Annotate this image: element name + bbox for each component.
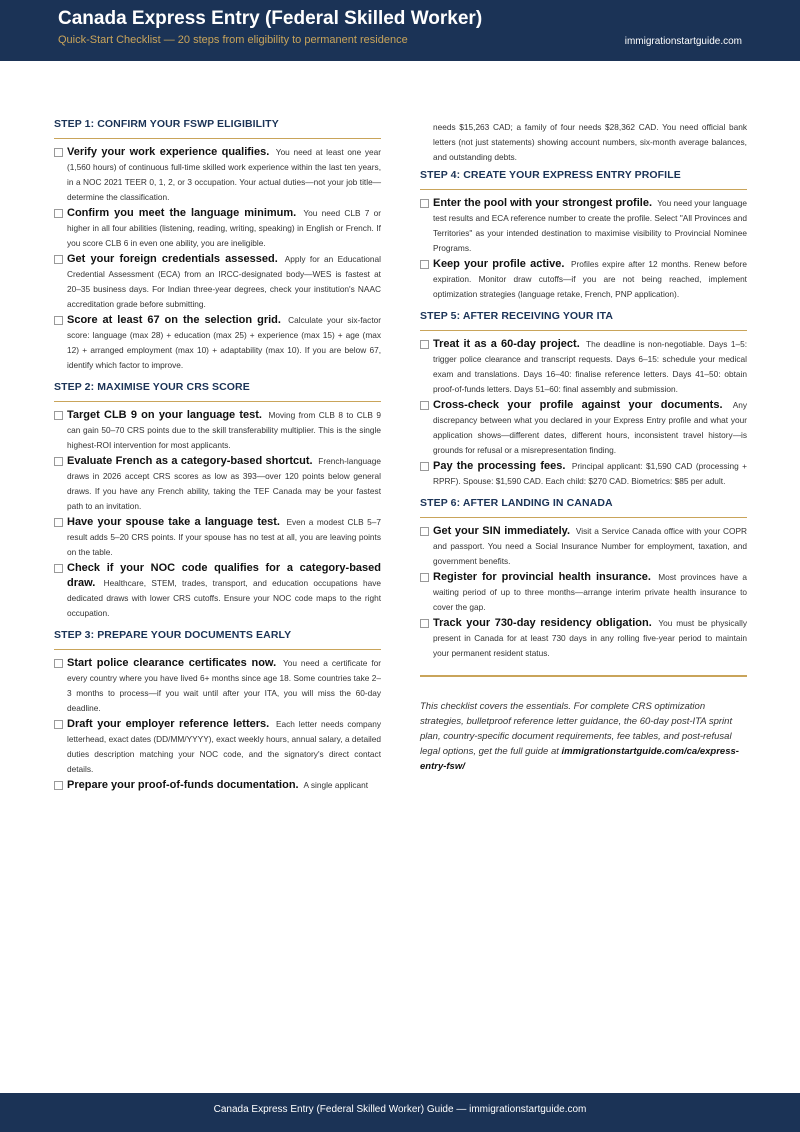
item-text: You need at least one year (1,560 hours) of continuous full-time skilled work experience within the last ten years, in a NOC 2021 TEER 0, 1, 2, or 3 occupation. Your actual duties—not your job title—determine the classification. bbox=[67, 147, 381, 202]
divider bbox=[420, 675, 747, 677]
checkbox[interactable] bbox=[420, 260, 429, 269]
checkbox[interactable] bbox=[54, 518, 63, 527]
item-text: Principal applicant: $1,590 CAD (processing + RPRF). Spouse: $1,590 CAD. Each child: $270 CAD. Biometrics: $85 per adult. bbox=[433, 461, 747, 486]
item-text: Visit a Service Canada office with your COPR and passport. You need a Social Insurance Number for employment, taxation, and government benefits. bbox=[433, 526, 747, 566]
closing-note-text: This checklist covers the essentials. For complete CRS optimization strategies, bulletproof reference letter guidance, the 60-day post-ITA sprint plan, country-specific document requirements, fee tables, and post-refusal legal options, get the full guide at bbox=[420, 701, 733, 757]
checklist-item bbox=[420, 459, 747, 489]
item-text: Any discrepancy between what you declared in your Express Entry profile and what your application shows—different dates, different hours, inconsistent travel history—is grounds for refusal or a misrepresentation finding. bbox=[433, 400, 747, 455]
step-1 bbox=[54, 118, 381, 373]
right-column bbox=[420, 120, 747, 774]
item-text: Moving from CLB 8 to CLB 9 can gain 50–70 CRS points due to the skill transferability multiplier. This is the single highest-ROI intervention for most applicants. bbox=[67, 410, 381, 450]
checklist-item bbox=[420, 570, 747, 615]
item-lead: Track your 730-day residency obligation. bbox=[433, 617, 652, 629]
page-subtitle: Quick-Start Checklist — 20 steps from eligibility to permanent residence bbox=[58, 34, 408, 46]
item-text: Profiles expire after 12 months. Renew before expiration. Monitor draw cutoffs—if you are not being reached, implement optimization strategies (language retake, French, PNP application). bbox=[433, 259, 748, 299]
checkbox[interactable] bbox=[54, 148, 63, 157]
item-text: You need your language test results and ECA reference number to create the profile. Select "All Provinces and Territories" as your intended destination to maximise visibility to Provincial Nominee Programs. bbox=[433, 198, 747, 253]
item-lead: Verify your work experience qualifies. bbox=[67, 146, 270, 158]
step-3 bbox=[54, 629, 381, 793]
item-lead: Score at least 67 on the selection grid. bbox=[67, 314, 281, 326]
item-lead: Confirm you meet the language minimum. bbox=[67, 207, 297, 219]
page-header bbox=[0, 0, 800, 61]
item-lead: Draft your employer reference letters. bbox=[67, 718, 270, 730]
item-text: The deadline is non-negotiable. Days 1–5: trigger police clearance and transcript requests. Days 6–15: schedule your medical exam and translations. Days 16–40: finalise reference letters. Days 41–50: obtain proof-of-funds letters. Days 51–60: final assembly and submission. bbox=[433, 339, 747, 394]
step-heading: STEP 2: MAXIMISE YOUR CRS SCORE bbox=[54, 381, 381, 402]
checklist-item bbox=[54, 408, 381, 453]
item-lead: Register for provincial health insurance. bbox=[433, 571, 651, 583]
checklist-item bbox=[54, 778, 381, 793]
checkbox[interactable] bbox=[54, 316, 63, 325]
step-heading: STEP 3: PREPARE YOUR DOCUMENTS EARLY bbox=[54, 629, 381, 650]
item-lead: Start police clearance certificates now. bbox=[67, 657, 277, 669]
item-lead: Have your spouse take a language test. bbox=[67, 516, 280, 528]
step-heading: STEP 1: CONFIRM YOUR FSWP ELIGIBILITY bbox=[54, 118, 381, 139]
item-text: A single applicant bbox=[303, 780, 369, 790]
item-text: Most provinces have a waiting period of up to three months—arrange interim private health insurance to cover the gap. bbox=[433, 572, 747, 612]
checkbox[interactable] bbox=[54, 255, 63, 264]
left-column bbox=[54, 118, 381, 794]
footer-text: Canada Express Entry (Federal Skilled Worker) Guide — immigrationstartguide.com bbox=[213, 1104, 587, 1115]
checkbox[interactable] bbox=[420, 573, 429, 582]
item-lead: Get your foreign credentials assessed. bbox=[67, 253, 278, 265]
item-lead: Pay the processing fees. bbox=[433, 460, 566, 472]
item-text: You need CLB 7 or higher in all four abilities (listening, reading, writing, speaking) in English or French. If you score CLB 6 in even one ability, you are ineligible. bbox=[67, 208, 382, 248]
checklist-item bbox=[54, 313, 381, 373]
checklist-item bbox=[420, 196, 747, 256]
step-heading: STEP 6: AFTER LANDING IN CANADA bbox=[420, 497, 747, 518]
checkbox[interactable] bbox=[54, 720, 63, 729]
checklist-item bbox=[54, 145, 381, 205]
checklist-item bbox=[420, 524, 747, 569]
item-text: Calculate your six-factor score: language (max 28) + education (max 25) + experience (max 15) + age (max 12) + arranged employment (max 10) + adaptability (max 10). If you are below 67, identify which factor to improve. bbox=[67, 315, 381, 370]
header-site-link[interactable]: immigrationstartguide.com bbox=[624, 36, 742, 47]
step-heading: STEP 5: AFTER RECEIVING YOUR ITA bbox=[420, 310, 747, 331]
item-lead: Check if your NOC code qualifies for a category-based draw. bbox=[67, 562, 381, 589]
item-text-continuation: needs $15,263 CAD; a family of four needs $28,362 CAD. You need official bank letters (not just statements) showing account numbers, six-month average balances, and outstanding debts. bbox=[433, 122, 747, 162]
checklist-item bbox=[420, 616, 747, 661]
full-guide-link[interactable]: immigrationstartguide.com/ca/express-entry-fsw/ bbox=[420, 746, 739, 772]
closing-note bbox=[420, 699, 747, 774]
checklist-item bbox=[420, 398, 747, 458]
checklist-item bbox=[420, 257, 747, 302]
checkbox[interactable] bbox=[420, 401, 429, 410]
checklist-item bbox=[54, 454, 381, 514]
checkbox[interactable] bbox=[54, 411, 63, 420]
checkbox[interactable] bbox=[54, 209, 63, 218]
item-lead: Get your SIN immediately. bbox=[433, 525, 571, 537]
checklist-item bbox=[54, 206, 381, 251]
checkbox[interactable] bbox=[54, 781, 63, 790]
checklist-item bbox=[420, 337, 747, 397]
checkbox[interactable] bbox=[420, 619, 429, 628]
step-5 bbox=[420, 310, 747, 489]
checkbox[interactable] bbox=[54, 457, 63, 466]
checklist-item bbox=[54, 656, 381, 716]
item-text: Apply for an Educational Credential Assessment (ECA) from an IRCC-designated body—WES is fastest at 20–35 business days. For Indian three-year degrees, check your institution's NAAC accreditation grade before submitting. bbox=[67, 254, 381, 309]
item-lead: Prepare your proof-of-funds documentation. bbox=[67, 779, 299, 791]
item-lead: Evaluate French as a category-based shortcut. bbox=[67, 455, 313, 467]
checkbox[interactable] bbox=[420, 462, 429, 471]
checklist-item bbox=[54, 717, 381, 777]
item-text: Even a modest CLB 5–7 result adds 5–20 CRS points. If your spouse has no test at all, you are leaving points on the table. bbox=[67, 517, 381, 557]
item-lead: Treat it as a 60-day project. bbox=[433, 338, 580, 350]
step-6 bbox=[420, 497, 747, 661]
item-text: Healthcare, STEM, trades, transport, and education occupations have dedicated draws with lower CRS cutoffs. Ensure your NOC code maps to the right occupation. bbox=[67, 578, 381, 618]
item-lead: Target CLB 9 on your language test. bbox=[67, 409, 262, 421]
item-text: Each letter needs company letterhead, exact dates (DD/MM/YYYY), exact weekly hours, annual salary, a detailed duties description matching your NOC code, and the signatory's direct contact details. bbox=[67, 719, 382, 774]
checkbox[interactable] bbox=[420, 199, 429, 208]
item-text: You must be physically present in Canada for at least 730 days in any rolling five-year period to maintain your permanent resident status. bbox=[433, 618, 747, 658]
checkbox[interactable] bbox=[54, 564, 63, 573]
checkbox[interactable] bbox=[54, 659, 63, 668]
page-footer bbox=[0, 1093, 800, 1132]
checkbox[interactable] bbox=[420, 527, 429, 536]
checkbox[interactable] bbox=[420, 340, 429, 349]
checklist-item bbox=[54, 515, 381, 560]
item-lead: Enter the pool with your strongest profile. bbox=[433, 197, 653, 209]
step-4 bbox=[420, 169, 747, 302]
item-lead: Keep your profile active. bbox=[433, 258, 565, 270]
step-heading: STEP 4: CREATE YOUR EXPRESS ENTRY PROFILE bbox=[420, 169, 747, 190]
item-text: French-language draws in 2026 accept CRS scores as low as 393—over 120 points below general draws. If you have any French ability, taking the TEF Canada may be your fastest path to an invitation. bbox=[67, 456, 382, 511]
item-lead: Cross-check your profile against your documents. bbox=[433, 399, 723, 411]
page-title: Canada Express Entry (Federal Skilled Worker) bbox=[58, 8, 483, 29]
checklist-item bbox=[54, 561, 381, 621]
step-2 bbox=[54, 381, 381, 621]
item-text: You need a certificate for every country where you have lived 6+ months since age 18. Some countries take 2–3 months to process—if you wait until after your ITA, you will miss the 60-day deadline. bbox=[67, 658, 382, 713]
checklist-item bbox=[54, 252, 381, 312]
